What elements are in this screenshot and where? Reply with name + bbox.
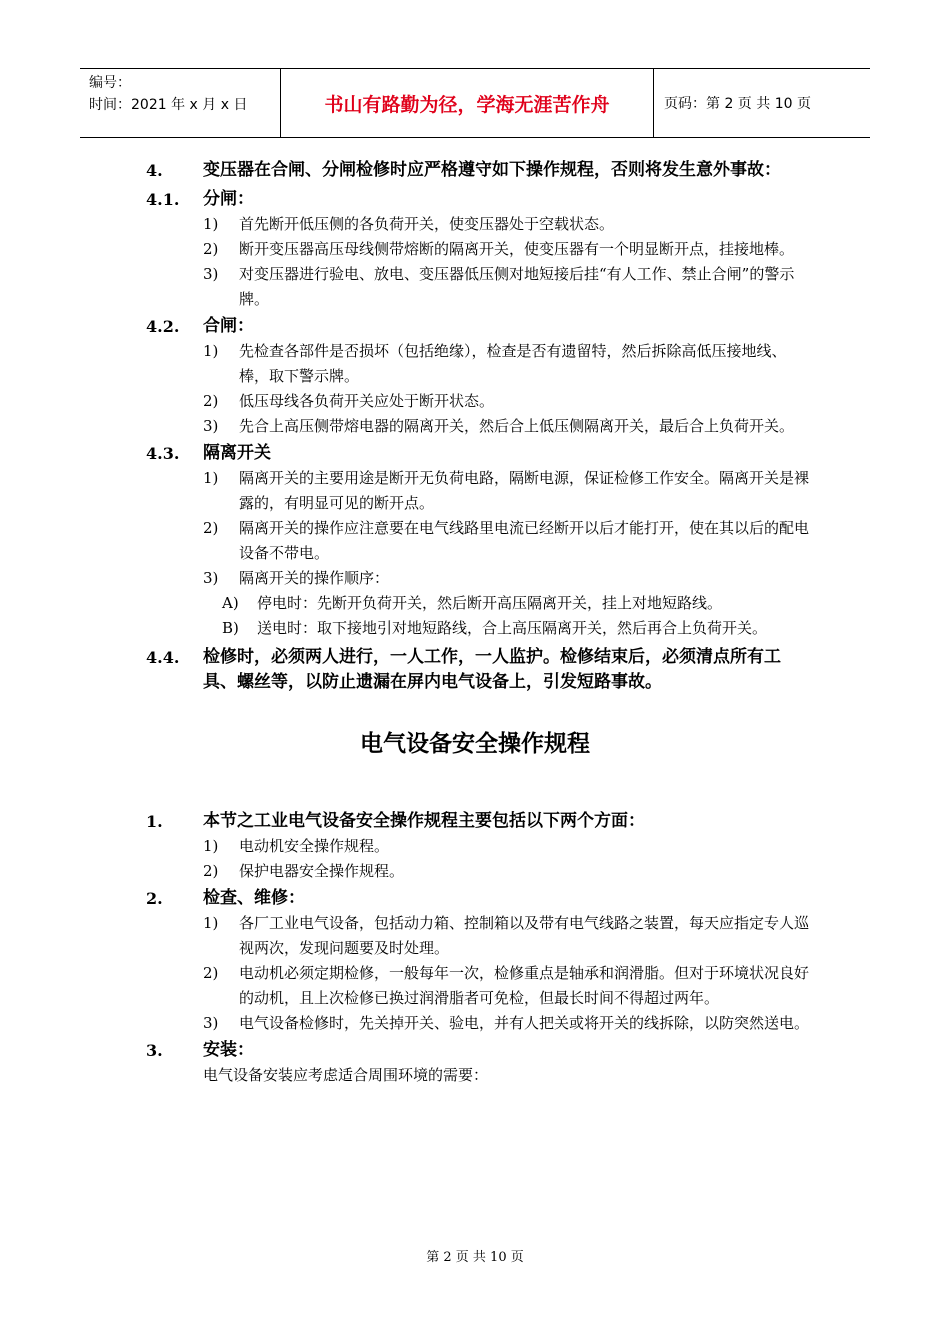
list-text: 低压母线各负荷开关应处于断开状态。 (239, 392, 495, 410)
header-page-info: 页码：第 2 页 共 10 页 (664, 96, 811, 112)
section-number: 3. (146, 1041, 163, 1060)
header-code: 编号： (89, 75, 131, 91)
header-motto: 书山有路勤为径，学海无涯苦作舟 (281, 69, 654, 137)
header-meta (80, 69, 281, 137)
list-text: 保护电器安全操作规程。 (239, 862, 405, 880)
list-marker: 3) (203, 265, 219, 283)
list-item (203, 414, 813, 439)
sub-list-item (222, 616, 813, 641)
list-item (203, 262, 813, 312)
section-2-heading (146, 886, 813, 911)
section-title: 合闸： (203, 316, 254, 336)
sub-list-item (222, 591, 813, 616)
page-footer: 第 2 页 共 10 页 (426, 1250, 524, 1265)
list-marker: B) (222, 619, 239, 637)
page-header (80, 68, 870, 138)
list-marker: 2) (203, 964, 219, 982)
list-item (203, 911, 813, 961)
list-text: 断开变压器高压母线侧带熔断的隔离开关，使变压器有一个明显断开点，挂接地棒。 (239, 240, 795, 258)
section-title: 检查、维修： (203, 888, 305, 908)
section-number: 2. (146, 889, 163, 908)
section-1-heading (146, 809, 813, 834)
spacer (0, 765, 950, 809)
list-text: 各厂工业电气设备，包括动力箱、控制箱以及带有电气线路之装置，每天应指定专人巡视两次，发现问题要及时处理。 (239, 914, 810, 957)
section-3-heading (146, 1038, 813, 1063)
section-number: 4.1. (146, 190, 180, 209)
list-item (203, 466, 813, 516)
list-item (203, 859, 813, 884)
section-title: 分闸： (203, 189, 254, 209)
document-body (0, 158, 950, 1088)
list-text: 对变压器进行验电、放电、变压器低压侧对地短接后挂“有人工作、禁止合闸”的警示牌。 (239, 265, 795, 308)
section-text: 检修时，必须两人进行，一人工作，一人监护。检修结束后，必须清点所有工具、螺丝等，以防止遗漏在屏内电气设备上，引发短路事故。 (203, 647, 781, 692)
list-marker: 3) (203, 569, 219, 587)
list-text: 先合上高压侧带熔电器的隔离开关，然后合上低压侧隔离开关，最后合上负荷开关。 (239, 417, 795, 435)
list-marker: 2) (203, 519, 219, 537)
list-marker: A) (222, 594, 239, 612)
section-number: 4.2. (146, 317, 180, 336)
list-text: 电动机必须定期检修，一般每年一次，检修重点是轴承和润滑脂。但对于环境状况良好的动机，且上次检修已换过润滑脂者可免检，但最长时间不得超过两年。 (239, 964, 810, 1007)
list-item (203, 389, 813, 414)
section-4-3-heading (146, 441, 813, 466)
list-marker: 2) (203, 862, 219, 880)
list-item (203, 834, 813, 859)
section-number: 4. (146, 161, 163, 180)
list-item (203, 961, 813, 1011)
list-marker: 1) (203, 837, 219, 855)
section-4-1-heading (146, 187, 813, 212)
section-4-2-heading (146, 314, 813, 339)
list-text: 隔离开关的操作顺序： (239, 569, 390, 587)
section-title: 安装： (203, 1040, 254, 1060)
page-title: 电气设备安全操作规程 (360, 730, 590, 757)
header-time: 时间：2021 年 x 月 x 日 (89, 97, 248, 113)
list-text: 送电时：取下接地引对地短路线，合上高压隔离开关，然后再合上负荷开关。 (257, 619, 768, 637)
list-marker: 1) (203, 469, 219, 487)
list-item (203, 339, 813, 389)
section-title: 本节之工业电气设备安全操作规程主要包括以下两个方面： (203, 811, 645, 831)
list-marker: 1) (203, 342, 219, 360)
list-marker: 3) (203, 417, 219, 435)
list-item (203, 212, 813, 237)
section-4-4 (146, 645, 813, 695)
section-number: 4.3. (146, 444, 180, 463)
section-title: 变压器在合闸、分闸检修时应严格遵守如下操作规程，否则将发生意外事故： (203, 160, 781, 180)
list-marker: 1) (203, 215, 219, 233)
list-item (203, 566, 813, 591)
paragraph: 电气设备安装应考虑适合周围环境的需要： (203, 1066, 489, 1084)
list-item (203, 237, 813, 262)
list-text: 隔离开关的主要用途是断开无负荷电路，隔断电源，保证检修工作安全。隔离开关是裸露的，有明显可见的断开点。 (239, 469, 810, 512)
list-item (203, 516, 813, 566)
list-item (203, 1011, 813, 1036)
list-marker: 2) (203, 392, 219, 410)
list-marker: 1) (203, 914, 219, 932)
list-marker: 3) (203, 1014, 219, 1032)
section-number: 4.4. (146, 648, 180, 667)
list-text: 首先断开低压侧的各负荷开关，使变压器处于空载状态。 (239, 215, 615, 233)
list-text: 电气设备检修时，先关掉开关、验电，并有人把关或将开关的线拆除，以防突然送电。 (239, 1014, 810, 1032)
list-text: 先检查各部件是否损坏（包括绝缘），检查是否有遗留特，然后拆除高低压接地线、棒，取下警示牌。 (239, 342, 787, 385)
section-number: 1. (146, 812, 163, 831)
section-4-heading (146, 158, 813, 183)
list-text: 停电时：先断开负荷开关，然后断开高压隔离开关，挂上对地短路线。 (257, 594, 723, 612)
list-text: 隔离开关的操作应注意要在电气线路里电流已经断开以后才能打开，使在其以后的配电设备不带电。 (239, 519, 810, 562)
section-title: 隔离开关 (203, 443, 271, 463)
list-text: 电动机安全操作规程。 (239, 837, 390, 855)
list-marker: 2) (203, 240, 219, 258)
